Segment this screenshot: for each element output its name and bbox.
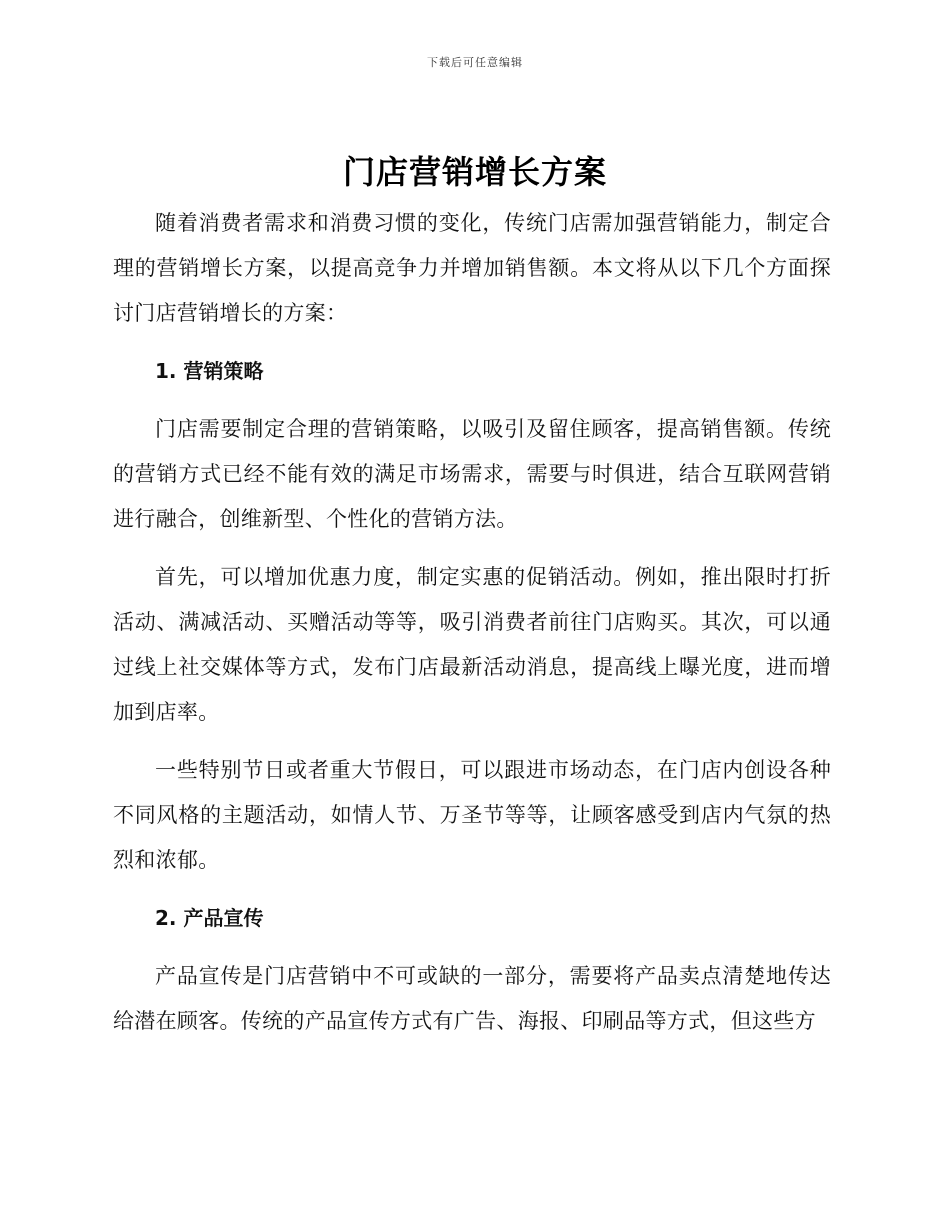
- body-paragraph: 首先，可以增加优惠力度，制定实惠的促销活动。例如，推出限时打折活动、满减活动、买赠活动等等，吸引消费者前往门店购买。其次，可以通过线上社交媒体等方式，发布门店最新活动消息，提高线上曝光度，进而增加到店率。: [113, 565, 831, 724]
- document-title: 门店营销增长方案: [342, 153, 607, 191]
- section-heading-marketing-strategy: 1. 营销策略: [155, 359, 264, 383]
- body-paragraph: 门店需要制定合理的营销策略，以吸引及留住顾客，提高销售额。传统的营销方式已经不能有效的满足市场需求，需要与时俱进，结合互联网营销进行融合，创维新型、个性化的营销方法。: [113, 417, 831, 531]
- section-heading-product-promotion: 2. 产品宣传: [155, 906, 264, 930]
- body-paragraph: 产品宣传是门店营销中不可或缺的一部分，需要将产品卖点清楚地传达给潜在顾客。传统的产品宣传方式有广告、海报、印刷品等方式，但这些方: [113, 964, 831, 1033]
- header-note: 下载后可任意编辑: [427, 56, 523, 69]
- body-paragraph: 一些特别节日或者重大节假日，可以跟进市场动态，在门店内创设各种不同风格的主题活动，如情人节、万圣节等等，让顾客感受到店内气氛的热烈和浓郁。: [113, 758, 831, 872]
- intro-paragraph: 随着消费者需求和消费习惯的变化，传统门店需加强营销能力，制定合理的营销增长方案，以提高竞争力并增加销售额。本文将从以下几个方面探讨门店营销增长的方案：: [113, 211, 831, 325]
- document-body: [113, 201, 831, 1044]
